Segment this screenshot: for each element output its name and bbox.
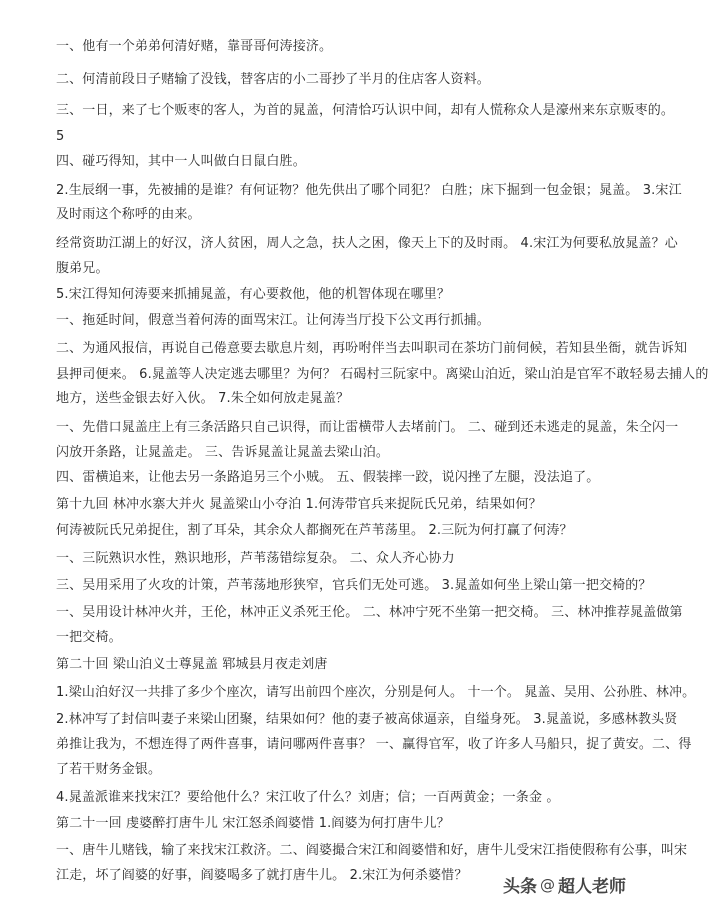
text-line: 三、吴用采用了火攻的计策，芦苇荡地形狭窄，官兵们无处可逃。 3.晁盖如何坐上梁山第一把交椅的？ — [56, 578, 652, 593]
watermark — [503, 872, 626, 897]
text-line: 4.晁盖派谁来找宋江？要给他什么？宋江收了什么？刘唐；信；一百两黄金；一条金 。 — [56, 790, 560, 805]
text-line: 一、他有一个弟弟何清好赌，靠哥哥何涛接济。 — [56, 39, 333, 54]
text-line: 四、雷横追来，让他去另一条路追另三个小贼。 五、假装摔一跤，说闪挫了左腿，没法追了。 — [56, 470, 600, 485]
text-line: 二、何清前段日子赌输了没钱，替客店的小二哥抄了半月的住店客人资料。 — [56, 72, 490, 87]
text-line: 1.梁山泊好汉一共排了多少个座次，请写出前四个座次，分别是何人。 十一个。 晁盖、吴用、公孙胜、林冲。 — [56, 685, 696, 700]
text-line: 腹弟兄。 — [56, 261, 109, 276]
text-line: 二、为通风报信，再说自己倦意要去歇息片刻，再吩咐伴当去叫职司在茶坊门前伺候，若知县坐衙，就告诉知 — [56, 341, 688, 356]
watermark-at: @ — [540, 875, 555, 894]
text-line: 闪放开条路，让晁盖走。 三、告诉晁盖让晁盖去梁山泊。 — [56, 445, 390, 460]
text-line: 地方，送些金银去好入伙。 7.朱仝如何放走晁盖？ — [56, 391, 350, 406]
text-line: 经常资助江湖上的好汉，济人贫困，周人之急，扶人之困，像天上下的及时雨。 4.宋江为何要私放晁盖？心 — [56, 236, 678, 251]
text-line: 江走，坏了阎婆的好事，阎婆喝多了就打唐牛儿。 2.宋江为何杀婆惜？ — [56, 868, 468, 883]
watermark-author: 超人老师 — [558, 877, 626, 897]
text-line: 一、先借口晁盖庄上有三条活路只自己识得，而让雷横带人去堵前门。 二、碰到还未逃走的晁盖，朱仝闪一 — [56, 420, 679, 435]
chapter-heading-20: 第二十回 梁山泊义士尊晁盖 郓城县月夜走刘唐 — [56, 657, 328, 672]
text-line: 5 — [56, 129, 65, 144]
text-line: 5.宋江得知何涛要来抓捕晁盖，有心要救他，他的机智体现在哪里？ — [56, 287, 451, 302]
chapter-heading-19: 第十九回 林冲水寨大并火 晁盖梁山小夺泊 1.何涛带官兵来捉阮氏兄弟，结果如何？ — [56, 497, 542, 512]
text-line: 一把交椅。 — [56, 630, 122, 645]
text-line: 2.林冲写了封信叫妻子来梁山团聚，结果如何？他的妻子被高俅逼亲，自缢身死。 3.晁盖说，多感林教头贤 — [56, 712, 678, 727]
text-line: 一、唐牛儿赌钱，输了来找宋江救济。二、阎婆撮合宋江和阎婆惜和好，唐牛儿受宋江指使假称有公事，叫宋 — [56, 843, 688, 858]
text-line: 2.生辰纲一事，先被捕的是谁？有何证物？他先供出了哪个同犯？ 白胜；床下掘到一包金银；晁盖。 3.宋江 — [56, 183, 682, 198]
text-line: 一、拖延时间，假意当着何涛的面骂宋江。让何涛当厅投下公文再行抓捕。 — [56, 313, 490, 328]
text-line: 及时雨这个称呼的由来。 — [56, 207, 201, 222]
text-line: 一、吴用设计林冲火并，王伦，林冲正义杀死王伦。 二、林冲宁死不坐第一把交椅。 三、林冲推荐晁盖做第 — [56, 605, 683, 620]
watermark-platform: 头条 — [503, 877, 537, 897]
chapter-heading-21: 第二十一回 虔婆醉打唐牛儿 宋江怒杀阎婆惜 1.阎婆为何打唐牛儿？ — [56, 816, 450, 831]
text-line: 了若干财务金银。 — [56, 762, 162, 777]
text-line: 何涛被阮氏兄弟捉住，割了耳朵，其余众人都搁死在芦苇荡里。 2.三阮为何打赢了何涛？ — [56, 523, 573, 538]
text-line: 一、三阮熟识水性，熟识地形，芦苇荡错综复杂。 二、众人齐心协力 — [56, 551, 455, 566]
text-line: 四、碰巧得知，其中一人叫做白日鼠白胜。 — [56, 154, 306, 169]
text-line: 弟推让我为，不想连得了两件喜事，请问哪两件喜事？ 一、赢得官军，收了许多人马船只，捉了黄安。二、得 — [56, 737, 692, 752]
text-line: 县押司便来。 6.晁盖等人决定逃去哪里？为何？ 石碣村三阮家中。离梁山泊近，梁山泊是官军不敢轻易去捕人的 — [56, 367, 708, 382]
text-line: 三、一日，来了七个贩枣的客人，为首的晁盖，何清恰巧认识中间，却有人慌称众人是濠州来东京贩枣的。 — [56, 103, 675, 118]
